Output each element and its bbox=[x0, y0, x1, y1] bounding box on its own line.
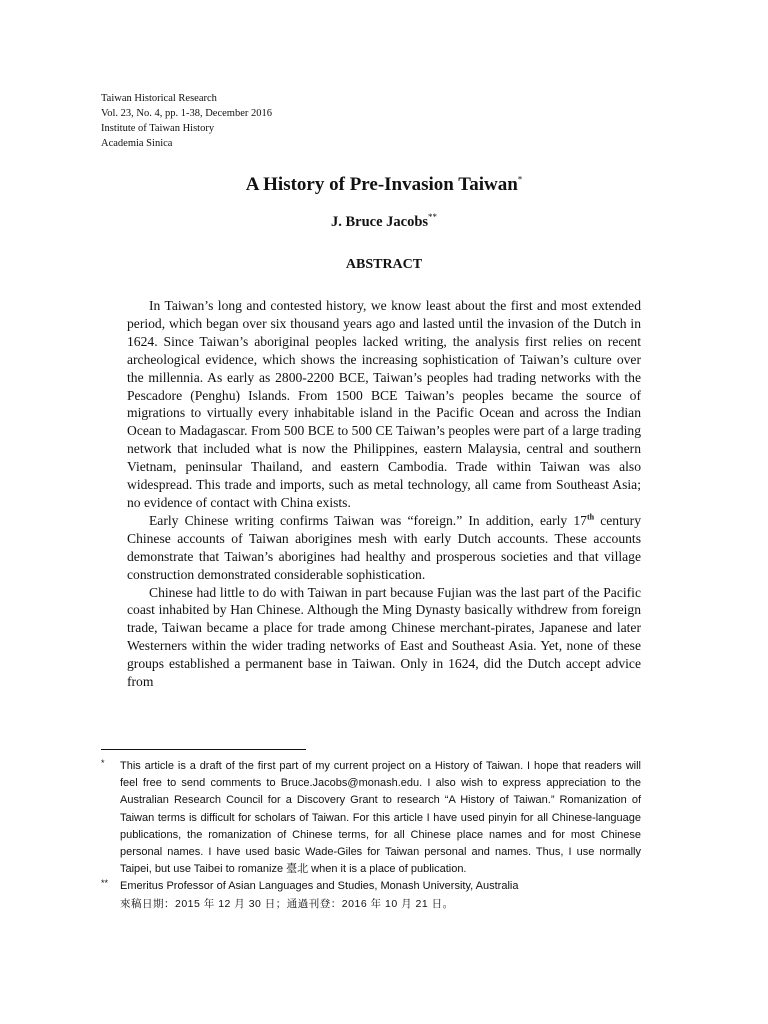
article-title-text: A History of Pre-Invasion Taiwan bbox=[245, 174, 518, 195]
abstract-heading: ABSTRACT bbox=[345, 257, 423, 272]
footnote-divider bbox=[101, 749, 306, 750]
author-footnote-mark: ** bbox=[428, 212, 438, 223]
footnote-1-text: This article is a draft of the first part of my current project on a History of Taiwan. I hope that readers will feel free to send comments to Bruce.Jacobs@monash.edu. I also wish to express appreciation to the Australian Research Council for a Discovery Grant to research “A History of Taiwan.” Romanization of Taiwan terms is difficult for scholars of Taiwan. For this article I have used pinyin for all Chinese-language publications, the romanization of Chinese terms, for all Chinese place names and for most Chinese personal names. I have used basic Wade-Giles for Taiwan personal and names. Thus, I use normally Taipei, but use Taibei to romanize 臺北 when it is a place of publication. bbox=[120, 760, 641, 876]
journal-institute: Institute of Taiwan History bbox=[101, 123, 215, 134]
footnote-1 bbox=[101, 758, 641, 878]
author-name: J. Bruce Jacobs bbox=[330, 214, 429, 230]
abstract-body bbox=[127, 297, 641, 691]
abstract-paragraph-3: Chinese had little to do with Taiwan in part because Fujian was the last part of the Pacific coast inhabited by Han Chinese. Although the Ming Dynasty basically withdrew from foreign trade, Taiwan became a place for trade among Chinese merchant-pirates, Japanese and later Westerners within the wider trading networks of East and Southeast Asia. Yet, none of these groups established a permanent base in Taiwan. Only in 1624, did the Dutch accept advice from bbox=[127, 584, 641, 690]
footnote-2 bbox=[101, 878, 641, 895]
ordinal-suffix: th bbox=[586, 512, 595, 522]
journal-name: Taiwan Historical Research bbox=[101, 93, 217, 104]
journal-academy: Academia Sinica bbox=[101, 138, 173, 149]
journal-volume: Vol. 23, No. 4, pp. 1-38, December 2016 bbox=[101, 108, 272, 119]
journal-header bbox=[101, 91, 272, 151]
abstract-paragraph-1: In Taiwan’s long and contested history, we know least about the first and most extended period, which began over six thousand years ago and lasted until the invasion of the Dutch in 1624. Since Taiwan’s aboriginal peoples lacked writing, the analysis first relies on recent archeological evidence, which shows the increasing sophistication of Taiwan’s culture over the millennia. As early as 2800-2200 BCE, Taiwan’s peoples had trading networks with the Pescadore (Penghu) Islands. From 1500 BCE Taiwan’s peoples became the source of migrations to virtually every inhabitable island in the Pacific Ocean and across the Indian Ocean to Madagascar. From 500 BCE to 500 CE Taiwan’s peoples were part of a large trading network that included what is now the Philippines, eastern Malaysia, central and southern Vietnam, peninsular Thailand, and eastern Cambodia. Trade within Taiwan was also widespread. This trade and imports, such as metal technology, all came from Southeast Asia; no evidence of contact with China exists. bbox=[127, 298, 641, 510]
submission-dates-text: 來稿日期：2015 年 12 月 30 日；通過刊登：2016 年 10 月 21 日。 bbox=[120, 897, 454, 910]
title-footnote-mark: * bbox=[517, 174, 523, 185]
footnote-2-mark: ** bbox=[101, 878, 109, 889]
abstract-paragraph-2-end: century Chinese accounts of Taiwan aborigines mesh with early Dutch accounts. These accounts demonstrate that Taiwan’s aborigines had healthy and prosperous societies and that village construction demonstrated considerable sophistication. bbox=[127, 512, 641, 582]
article-author bbox=[0, 214, 768, 231]
abstract-paragraph-2-start: Early Chinese writing confirms Taiwan was “foreign.” In addition, early 17 bbox=[149, 512, 587, 528]
article-title bbox=[0, 174, 768, 196]
abstract-paragraph-2 bbox=[127, 512, 641, 584]
footnote-2-text: Emeritus Professor of Asian Languages and Studies, Monash University, Australia bbox=[120, 880, 519, 893]
footnote-1-mark: * bbox=[101, 758, 105, 768]
submission-dates bbox=[101, 896, 641, 913]
footnotes bbox=[101, 758, 641, 913]
